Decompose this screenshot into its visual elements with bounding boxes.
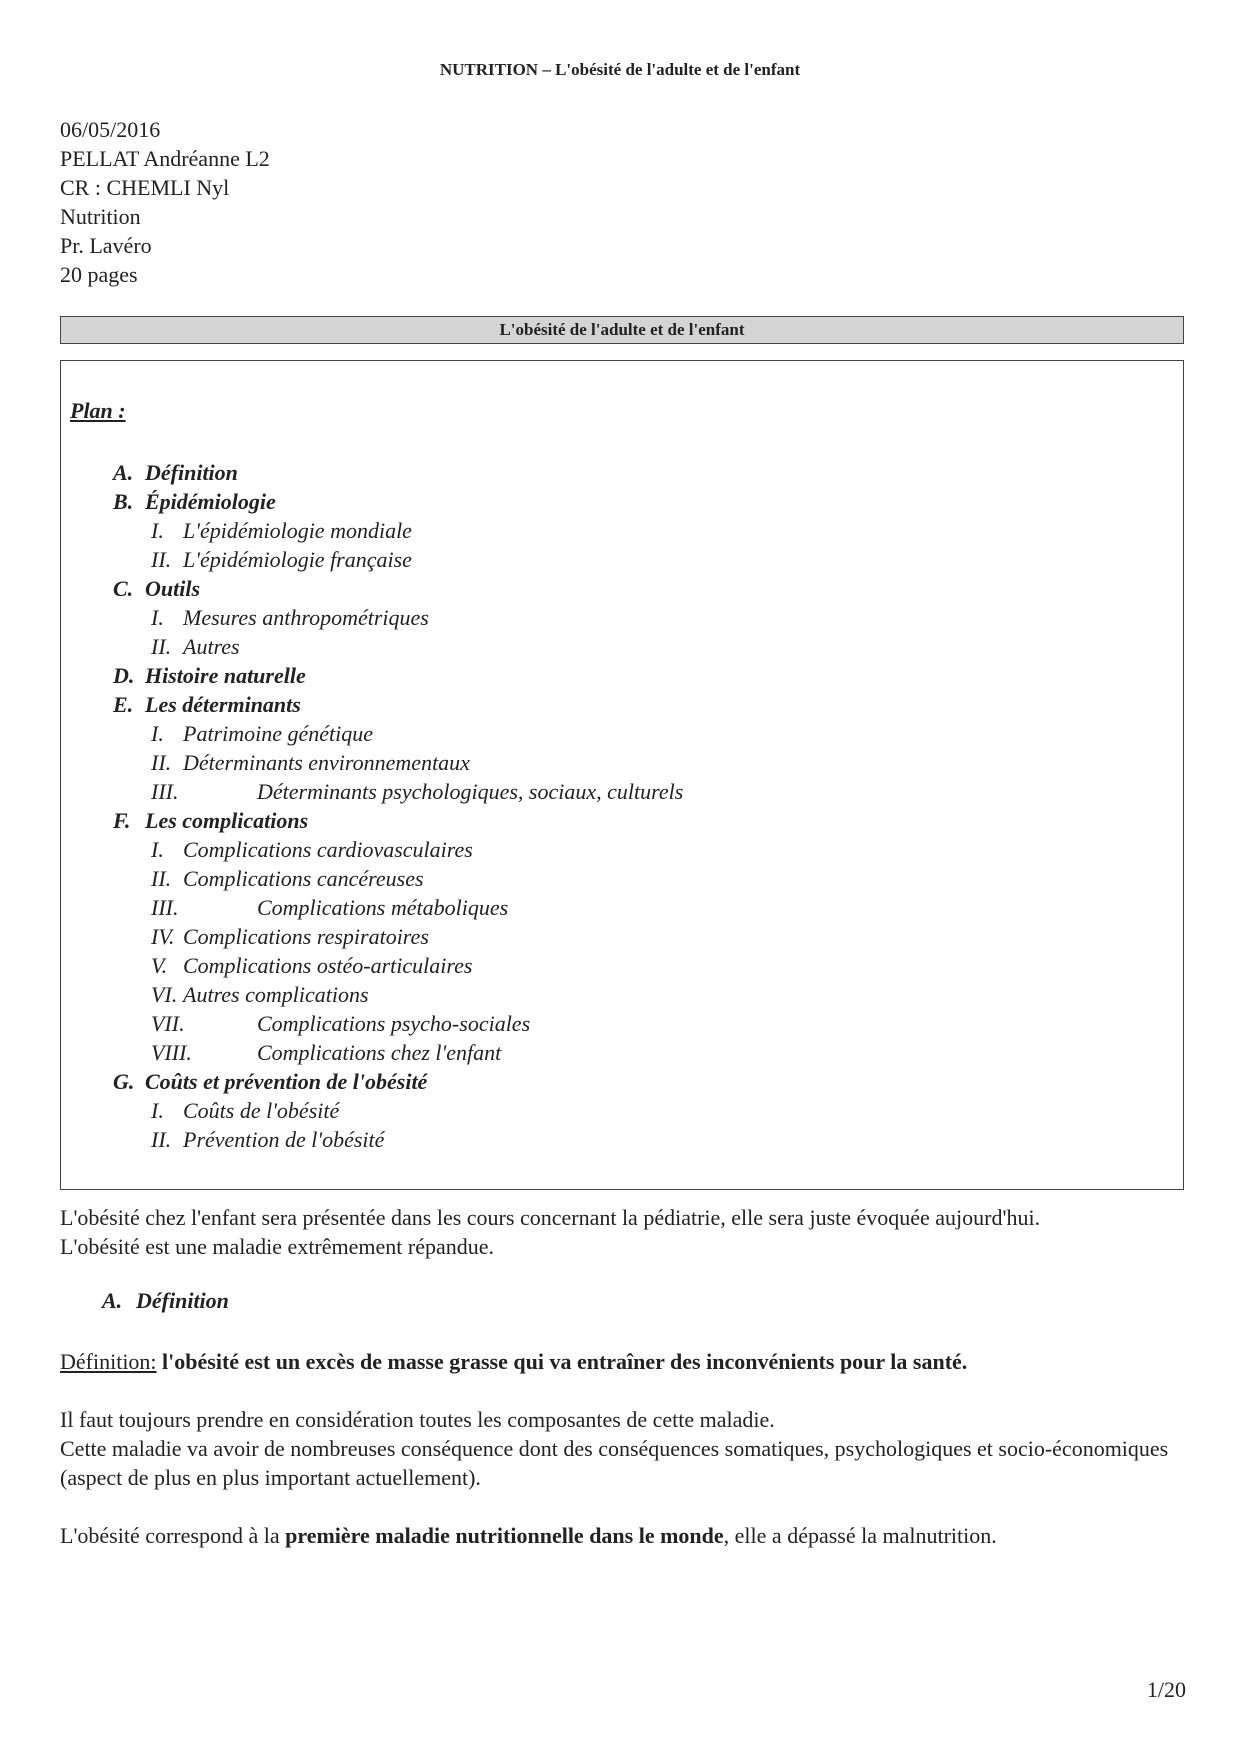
plan-number: VII.: [151, 1011, 185, 1036]
plan-label: Déterminants environnementaux: [183, 750, 470, 775]
meta-pages: 20 pages: [60, 262, 138, 287]
plan-label: Prévention de l'obésité: [183, 1127, 385, 1152]
plan-number: E.: [113, 692, 134, 717]
plan-number: II.: [151, 1127, 172, 1152]
document-meta: [60, 115, 270, 289]
plan-number: III.: [151, 779, 179, 804]
plan-label: L'épidémiologie mondiale: [183, 518, 412, 543]
plan-label: L'épidémiologie française: [183, 547, 412, 572]
plan-heading: Plan :: [70, 398, 126, 423]
plan-number: II.: [151, 547, 172, 572]
intro-line: L'obésité chez l'enfant sera présentée dans les cours concernant la pédiatrie, elle sera juste évoquée aujourd'hui.: [60, 1205, 1041, 1230]
plan-number: A.: [113, 460, 134, 485]
plan-number: I.: [151, 518, 164, 543]
plan-label: Complications cancéreuses: [183, 866, 424, 891]
definition-paragraph: [60, 1347, 1190, 1376]
plan-label: Complications cardiovasculaires: [183, 837, 473, 862]
plan-label: Outils: [145, 576, 201, 601]
plan-number: G.: [113, 1069, 135, 1094]
plan-number: III.: [151, 895, 179, 920]
plan-box: [60, 360, 1184, 1190]
plan-number: C.: [113, 576, 134, 601]
plan-label: Les complications: [145, 808, 309, 833]
meta-professor: Pr. Lavéro: [60, 233, 152, 258]
body-emphasis: première maladie nutritionnelle dans le monde: [285, 1523, 724, 1548]
plan-label: Patrimoine génétique: [183, 721, 374, 746]
plan-number: I.: [151, 1098, 164, 1123]
page-header: NUTRITION – L'obésité de l'adulte et de l'enfant: [439, 60, 801, 79]
intro-line: L'obésité est une maladie extrêmement répandue.: [60, 1234, 495, 1259]
body-line: Cette maladie va avoir de nombreuses conséquence dont des conséquences somatiques, psychologiques et socio-économiques (aspect de plus en plus important actuellement).: [60, 1436, 1169, 1490]
plan-number: I.: [151, 837, 164, 862]
plan-label: Mesures anthropométriques: [183, 605, 429, 630]
plan-number: F.: [113, 808, 131, 833]
plan-number: I.: [151, 605, 164, 630]
plan-label: Complications respiratoires: [183, 924, 429, 949]
plan-label: Épidémiologie: [145, 489, 276, 514]
plan-label: Autres: [183, 634, 240, 659]
body-text: , elle a dépassé la malnutrition.: [723, 1523, 997, 1548]
definition-label: Définition:: [60, 1349, 157, 1374]
plan-label: Coûts et prévention de l'obésité: [145, 1069, 428, 1094]
plan-number: V.: [151, 953, 168, 978]
plan-number: IV.: [151, 924, 175, 949]
plan-number: VI.: [151, 982, 178, 1007]
page-number: 1/20: [1146, 1677, 1186, 1702]
body-text: L'obésité correspond à la: [60, 1523, 286, 1548]
meta-reviewer: CR : CHEMLI Nyl: [60, 175, 230, 200]
plan-label: Coûts de l'obésité: [183, 1098, 340, 1123]
plan-number: I.: [151, 721, 164, 746]
definition-text: l'obésité est un excès de masse grasse qui va entraîner des inconvénients pour la santé.: [162, 1349, 968, 1374]
plan-number: II.: [151, 866, 172, 891]
plan-label: Complications ostéo-articulaires: [183, 953, 473, 978]
plan-number: II.: [151, 634, 172, 659]
plan-label: Les déterminants: [145, 692, 301, 717]
body-paragraph: [60, 1521, 1190, 1550]
plan-label: Autres complications: [183, 982, 369, 1007]
section-title: Définition: [136, 1288, 229, 1313]
plan-number: D.: [113, 663, 135, 688]
plan-label: Définition: [145, 460, 238, 485]
meta-subject: Nutrition: [60, 204, 141, 229]
body-paragraph: [60, 1405, 1190, 1492]
plan-number: VIII.: [151, 1040, 192, 1065]
body-line: Il faut toujours prendre en considération toutes les composantes de cette maladie.: [60, 1407, 775, 1432]
plan-label: Déterminants psychologiques, sociaux, culturels: [257, 779, 684, 804]
plan-label: Complications chez l'enfant: [257, 1040, 502, 1065]
plan-label: Complications psycho-sociales: [257, 1011, 531, 1036]
meta-author: PELLAT Andréanne L2: [60, 146, 270, 171]
meta-date: 06/05/2016: [60, 117, 161, 142]
plan-label: Complications métaboliques: [257, 895, 509, 920]
intro-paragraph: [60, 1203, 1190, 1261]
plan-number: B.: [113, 489, 134, 514]
plan-number: II.: [151, 750, 172, 775]
plan-label: Histoire naturelle: [145, 663, 306, 688]
section-number: A.: [102, 1288, 123, 1313]
document-title-bar: L'obésité de l'adulte et de l'enfant: [60, 316, 1184, 344]
